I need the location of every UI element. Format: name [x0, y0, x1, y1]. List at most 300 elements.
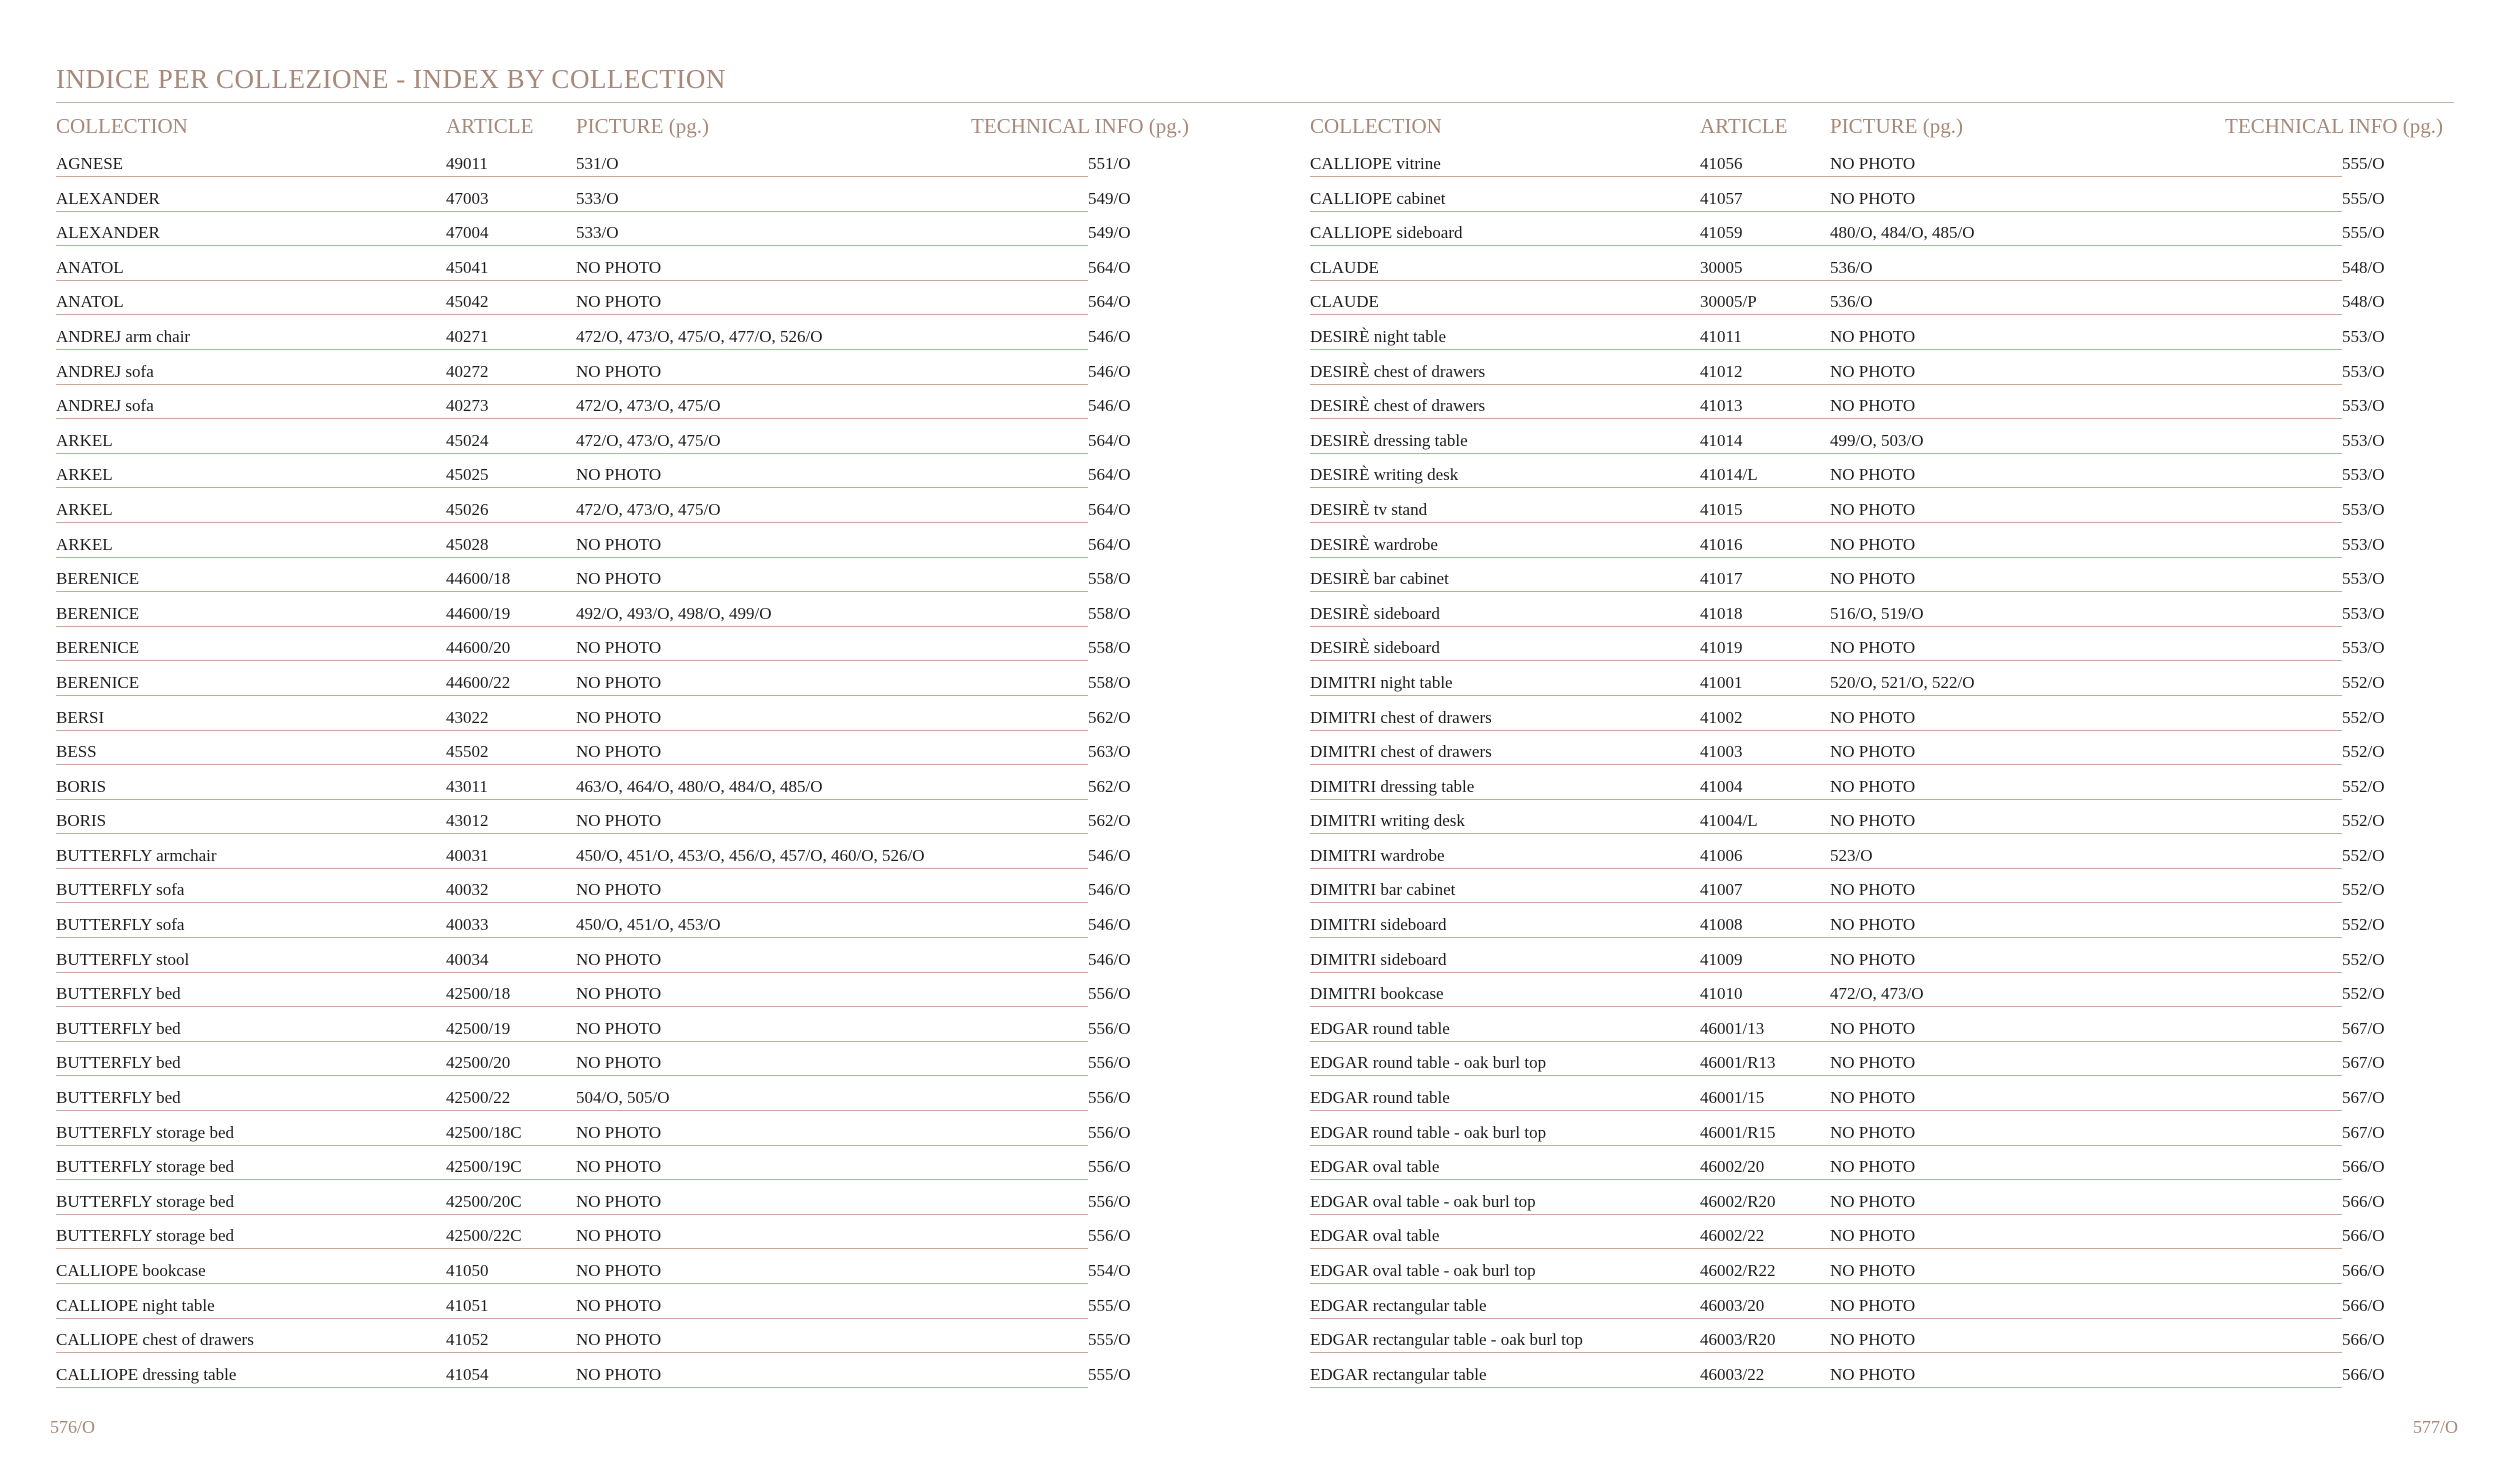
cell-collection: DESIRÈ writing desk — [1310, 463, 1700, 488]
cell-picture: 531/O — [576, 152, 1088, 177]
table-row — [56, 360, 1189, 395]
table-row — [1310, 567, 2443, 602]
cell-technical-info: 556/O — [1088, 1191, 1131, 1211]
cell-article: 42500/20C — [446, 1190, 576, 1215]
cell-article: 41056 — [1700, 152, 1830, 177]
cell-article: 41007 — [1700, 878, 1830, 903]
table-row — [1310, 290, 2443, 325]
cell-picture: NO PHOTO — [576, 1363, 1088, 1388]
cell-collection: EDGAR oval table - oak burl top — [1310, 1190, 1700, 1215]
table-row — [56, 1363, 1189, 1398]
cell-collection: BERENICE — [56, 567, 446, 592]
cell-picture: 523/O — [1830, 844, 2342, 869]
table-row — [56, 1328, 1189, 1363]
table-row — [1310, 913, 2443, 948]
cell-technical-info: 567/O — [2342, 1088, 2385, 1108]
table-row — [1310, 740, 2443, 775]
cell-technical-info: 552/O — [2342, 915, 2385, 935]
cell-collection: BERSI — [56, 706, 446, 731]
cell-article: 40272 — [446, 360, 576, 385]
cell-article: 42500/20 — [446, 1051, 576, 1076]
cell-collection: DIMITRI sideboard — [1310, 913, 1700, 938]
cell-technical-info: 558/O — [1088, 638, 1131, 658]
cell-technical-info: 566/O — [2342, 1191, 2385, 1211]
table-row — [56, 1086, 1189, 1121]
cell-article: 46003/22 — [1700, 1363, 1830, 1388]
cell-picture: 533/O — [576, 221, 1088, 246]
table-row — [1310, 325, 2443, 360]
table-row — [56, 1259, 1189, 1294]
table-row — [56, 1121, 1189, 1156]
table-row — [1310, 775, 2443, 810]
cell-technical-info: 555/O — [2342, 154, 2385, 173]
cell-article: 42500/18 — [446, 982, 576, 1007]
cell-technical-info: 552/O — [2342, 949, 2385, 969]
cell-technical-info: 556/O — [1088, 1018, 1131, 1038]
cell-technical-info: 555/O — [2342, 223, 2385, 243]
table-row — [1310, 948, 2443, 983]
table-row — [56, 1017, 1189, 1052]
cell-picture: NO PHOTO — [576, 1259, 1088, 1284]
cell-technical-info: 553/O — [2342, 396, 2385, 416]
cell-technical-info: 558/O — [1088, 672, 1131, 692]
cell-picture: NO PHOTO — [576, 809, 1088, 834]
page-number-left: 576/O — [50, 1417, 95, 1437]
cell-technical-info: 553/O — [2342, 430, 2385, 450]
table-row — [56, 256, 1189, 291]
cell-article: 44600/19 — [446, 602, 576, 627]
cell-article: 46003/R20 — [1700, 1328, 1830, 1353]
cell-article: 41010 — [1700, 982, 1830, 1007]
cell-collection: DIMITRI chest of drawers — [1310, 706, 1700, 731]
cell-article: 40034 — [446, 948, 576, 973]
cell-picture: 499/O, 503/O — [1830, 429, 2342, 454]
cell-picture: 472/O, 473/O, 475/O — [576, 429, 1088, 454]
cell-article: 42500/19 — [446, 1017, 576, 1042]
index-rows — [1310, 152, 2443, 1397]
cell-article: 40273 — [446, 394, 576, 419]
cell-article: 41014 — [1700, 429, 1830, 454]
cell-article: 41057 — [1700, 187, 1830, 212]
cell-picture: 492/O, 493/O, 498/O, 499/O — [576, 602, 1088, 627]
header-collection: COLLECTION — [56, 114, 188, 138]
table-row — [1310, 498, 2443, 533]
table-row — [56, 1051, 1189, 1086]
cell-technical-info: 556/O — [1088, 1053, 1131, 1073]
table-row — [56, 671, 1189, 706]
cell-collection: CALLIOPE cabinet — [1310, 187, 1700, 212]
cell-article: 30005 — [1700, 256, 1830, 281]
cell-technical-info: 562/O — [1088, 811, 1131, 831]
table-row — [1310, 1017, 2443, 1052]
cell-article: 46001/13 — [1700, 1017, 1830, 1042]
table-row — [1310, 602, 2443, 637]
cell-article: 40271 — [446, 325, 576, 350]
table-row — [56, 982, 1189, 1017]
cell-picture: 472/O, 473/O — [1830, 982, 2342, 1007]
cell-collection: BUTTERFLY bed — [56, 982, 446, 1007]
cell-technical-info: 562/O — [1088, 776, 1131, 796]
cell-picture: 472/O, 473/O, 475/O — [576, 498, 1088, 523]
table-row — [1310, 463, 2443, 498]
table-row — [1310, 982, 2443, 1017]
cell-collection: BERENICE — [56, 636, 446, 661]
cell-technical-info: 553/O — [2342, 465, 2385, 485]
cell-technical-info: 556/O — [1088, 984, 1131, 1004]
table-row — [1310, 533, 2443, 568]
cell-picture: 520/O, 521/O, 522/O — [1830, 671, 2342, 696]
cell-article: 41009 — [1700, 948, 1830, 973]
cell-technical-info: 564/O — [1088, 430, 1131, 450]
table-row — [56, 221, 1189, 256]
cell-technical-info: 566/O — [2342, 1261, 2385, 1280]
cell-collection: EDGAR round table — [1310, 1086, 1700, 1111]
cell-technical-info: 551/O — [1088, 154, 1131, 173]
table-row — [56, 809, 1189, 844]
cell-article: 41052 — [446, 1328, 576, 1353]
cell-picture: NO PHOTO — [1830, 1086, 2342, 1111]
table-row — [56, 1294, 1189, 1329]
cell-technical-info: 553/O — [2342, 499, 2385, 519]
cell-technical-info: 555/O — [2342, 188, 2385, 208]
table-row — [1310, 1294, 2443, 1329]
cell-technical-info: 552/O — [2342, 742, 2385, 762]
cell-collection: DESIRÈ sideboard — [1310, 636, 1700, 661]
cell-collection: EDGAR rectangular table — [1310, 1294, 1700, 1319]
index-rows — [56, 152, 1189, 1397]
cell-picture: NO PHOTO — [1830, 1328, 2342, 1353]
cell-picture: NO PHOTO — [576, 256, 1088, 281]
table-row — [1310, 671, 2443, 706]
cell-article: 45024 — [446, 429, 576, 454]
cell-picture: 504/O, 505/O — [576, 1086, 1088, 1111]
cell-collection: DESIRÈ bar cabinet — [1310, 567, 1700, 592]
table-row — [56, 913, 1189, 948]
cell-collection: CALLIOPE dressing table — [56, 1363, 446, 1388]
table-row — [1310, 360, 2443, 395]
cell-picture: NO PHOTO — [576, 706, 1088, 731]
cell-article: 46003/20 — [1700, 1294, 1830, 1319]
cell-picture: NO PHOTO — [576, 533, 1088, 558]
table-row — [56, 948, 1189, 983]
table-row — [1310, 1190, 2443, 1225]
cell-collection: EDGAR oval table - oak burl top — [1310, 1259, 1700, 1284]
cell-article: 45041 — [446, 256, 576, 281]
cell-picture: 536/O — [1830, 256, 2342, 281]
cell-technical-info: 554/O — [1088, 1261, 1131, 1280]
cell-technical-info: 549/O — [1088, 223, 1131, 243]
cell-technical-info: 552/O — [2342, 707, 2385, 727]
table-row — [56, 844, 1189, 879]
cell-picture: NO PHOTO — [1830, 1259, 2342, 1284]
cell-collection: BORIS — [56, 775, 446, 800]
cell-technical-info: 553/O — [2342, 534, 2385, 554]
cell-picture: NO PHOTO — [576, 671, 1088, 696]
cell-article: 46001/R13 — [1700, 1051, 1830, 1076]
cell-technical-info: 549/O — [1088, 188, 1131, 208]
cell-collection: BUTTERFLY bed — [56, 1017, 446, 1042]
cell-article: 47003 — [446, 187, 576, 212]
header-picture: PICTURE (pg.) — [1830, 114, 1963, 138]
cell-collection: ARKEL — [56, 533, 446, 558]
cell-technical-info: 567/O — [2342, 1122, 2385, 1142]
cell-technical-info: 564/O — [1088, 499, 1131, 519]
cell-technical-info: 553/O — [2342, 569, 2385, 589]
cell-article: 45028 — [446, 533, 576, 558]
column-headers — [1310, 114, 2443, 140]
cell-article: 42500/19C — [446, 1155, 576, 1180]
cell-article: 44600/22 — [446, 671, 576, 696]
cell-article: 40031 — [446, 844, 576, 869]
cell-picture: NO PHOTO — [1830, 1155, 2342, 1180]
cell-collection: DIMITRI wardrobe — [1310, 844, 1700, 869]
cell-collection: BUTTERFLY bed — [56, 1086, 446, 1111]
page-title: INDICE PER COLLEZIONE - INDEX BY COLLECTION — [56, 64, 726, 94]
cell-article: 45025 — [446, 463, 576, 488]
cell-collection: ANDREJ sofa — [56, 394, 446, 419]
cell-technical-info: 556/O — [1088, 1157, 1131, 1177]
cell-picture: NO PHOTO — [1830, 913, 2342, 938]
cell-collection: AGNESE — [56, 152, 446, 177]
table-row — [1310, 636, 2443, 671]
cell-article: 45042 — [446, 290, 576, 315]
cell-article: 46002/R22 — [1700, 1259, 1830, 1284]
table-row — [1310, 1224, 2443, 1259]
table-row — [1310, 1086, 2443, 1121]
cell-picture: NO PHOTO — [1830, 1190, 2342, 1215]
header-technical-info: TECHNICAL INFO (pg.) — [971, 114, 1189, 138]
cell-technical-info: 546/O — [1088, 361, 1131, 381]
cell-technical-info: 546/O — [1088, 326, 1131, 346]
page-number-right: 577/O — [2413, 1417, 2458, 1437]
cell-article: 41050 — [446, 1259, 576, 1284]
cell-technical-info: 553/O — [2342, 603, 2385, 623]
cell-picture: NO PHOTO — [576, 463, 1088, 488]
cell-collection: ANATOL — [56, 256, 446, 281]
cell-collection: BUTTERFLY bed — [56, 1051, 446, 1076]
cell-picture: 450/O, 451/O, 453/O, 456/O, 457/O, 460/O, 526/O — [576, 844, 1088, 869]
cell-collection: CALLIOPE chest of drawers — [56, 1328, 446, 1353]
cell-article: 41001 — [1700, 671, 1830, 696]
table-row — [1310, 1328, 2443, 1363]
cell-collection: CALLIOPE night table — [56, 1294, 446, 1319]
cell-article: 45502 — [446, 740, 576, 765]
cell-technical-info: 553/O — [2342, 326, 2385, 346]
cell-technical-info: 566/O — [2342, 1364, 2385, 1384]
cell-collection: CLAUDE — [1310, 256, 1700, 281]
table-row — [56, 429, 1189, 464]
cell-picture: 450/O, 451/O, 453/O — [576, 913, 1088, 938]
table-row — [1310, 878, 2443, 913]
cell-technical-info: 548/O — [2342, 257, 2385, 277]
cell-collection: DIMITRI chest of drawers — [1310, 740, 1700, 765]
table-row — [1310, 152, 2443, 187]
header-collection: COLLECTION — [1310, 114, 1442, 138]
cell-collection: DESIRÈ chest of drawers — [1310, 394, 1700, 419]
cell-technical-info: 556/O — [1088, 1088, 1131, 1108]
cell-collection: DESIRÈ night table — [1310, 325, 1700, 350]
cell-technical-info: 564/O — [1088, 292, 1131, 312]
cell-collection: BERENICE — [56, 602, 446, 627]
cell-article: 41014/L — [1700, 463, 1830, 488]
cell-collection: EDGAR round table — [1310, 1017, 1700, 1042]
table-row — [1310, 1121, 2443, 1156]
cell-collection: BORIS — [56, 809, 446, 834]
cell-picture: NO PHOTO — [1830, 878, 2342, 903]
cell-collection: CALLIOPE vitrine — [1310, 152, 1700, 177]
cell-article: 41004/L — [1700, 809, 1830, 834]
cell-picture: NO PHOTO — [1830, 1017, 2342, 1042]
cell-article: 46002/22 — [1700, 1224, 1830, 1249]
title-divider — [56, 102, 2454, 103]
cell-picture: NO PHOTO — [1830, 1224, 2342, 1249]
cell-collection: DESIRÈ dressing table — [1310, 429, 1700, 454]
cell-picture: NO PHOTO — [1830, 325, 2342, 350]
cell-article: 41008 — [1700, 913, 1830, 938]
cell-collection: BUTTERFLY storage bed — [56, 1155, 446, 1180]
cell-technical-info: 566/O — [2342, 1330, 2385, 1350]
table-row — [1310, 187, 2443, 222]
cell-technical-info: 567/O — [2342, 1018, 2385, 1038]
cell-collection: DIMITRI writing desk — [1310, 809, 1700, 834]
table-row — [1310, 256, 2443, 291]
cell-collection: ANDREJ sofa — [56, 360, 446, 385]
table-row — [1310, 706, 2443, 741]
cell-collection: DESIRÈ wardrobe — [1310, 533, 1700, 558]
index-column-right — [1310, 114, 2443, 1397]
cell-technical-info: 546/O — [1088, 396, 1131, 416]
cell-technical-info: 555/O — [1088, 1330, 1131, 1350]
cell-picture: NO PHOTO — [576, 948, 1088, 973]
cell-picture: NO PHOTO — [1830, 1051, 2342, 1076]
cell-picture: NO PHOTO — [576, 740, 1088, 765]
table-row — [56, 187, 1189, 222]
cell-article: 44600/18 — [446, 567, 576, 592]
cell-picture: NO PHOTO — [1830, 740, 2342, 765]
cell-technical-info: 546/O — [1088, 845, 1131, 865]
table-row — [1310, 1155, 2443, 1190]
table-row — [56, 152, 1189, 187]
cell-collection: CLAUDE — [1310, 290, 1700, 315]
table-row — [56, 290, 1189, 325]
cell-picture: 533/O — [576, 187, 1088, 212]
cell-article: 41004 — [1700, 775, 1830, 800]
cell-collection: DIMITRI dressing table — [1310, 775, 1700, 800]
cell-article: 41011 — [1700, 325, 1830, 350]
cell-technical-info: 546/O — [1088, 880, 1131, 900]
table-row — [56, 533, 1189, 568]
cell-collection: DESIRÈ tv stand — [1310, 498, 1700, 523]
cell-technical-info: 556/O — [1088, 1226, 1131, 1246]
cell-picture: NO PHOTO — [576, 1121, 1088, 1146]
cell-picture: NO PHOTO — [1830, 948, 2342, 973]
cell-picture: NO PHOTO — [1830, 152, 2342, 177]
cell-picture: 472/O, 473/O, 475/O — [576, 394, 1088, 419]
table-row — [56, 1224, 1189, 1259]
cell-collection: ALEXANDER — [56, 187, 446, 212]
cell-picture: NO PHOTO — [576, 982, 1088, 1007]
cell-picture: NO PHOTO — [576, 1051, 1088, 1076]
cell-collection: EDGAR rectangular table — [1310, 1363, 1700, 1388]
cell-technical-info: 564/O — [1088, 534, 1131, 554]
cell-technical-info: 552/O — [2342, 811, 2385, 831]
table-row — [56, 498, 1189, 533]
table-row — [1310, 844, 2443, 879]
cell-article: 43011 — [446, 775, 576, 800]
cell-article: 41051 — [446, 1294, 576, 1319]
cell-technical-info: 567/O — [2342, 1053, 2385, 1073]
cell-article: 43012 — [446, 809, 576, 834]
cell-collection: ARKEL — [56, 498, 446, 523]
cell-picture: NO PHOTO — [576, 290, 1088, 315]
cell-collection: BUTTERFLY storage bed — [56, 1190, 446, 1215]
table-row — [1310, 1051, 2443, 1086]
cell-technical-info: 546/O — [1088, 915, 1131, 935]
cell-collection: EDGAR rectangular table - oak burl top — [1310, 1328, 1700, 1353]
cell-technical-info: 552/O — [2342, 776, 2385, 796]
cell-picture: NO PHOTO — [576, 1294, 1088, 1319]
cell-picture: NO PHOTO — [1830, 187, 2342, 212]
cell-picture: NO PHOTO — [1830, 1294, 2342, 1319]
table-row — [56, 1190, 1189, 1225]
cell-picture: NO PHOTO — [1830, 775, 2342, 800]
table-row — [56, 1155, 1189, 1190]
cell-collection: DIMITRI sideboard — [1310, 948, 1700, 973]
cell-picture: 516/O, 519/O — [1830, 602, 2342, 627]
cell-article: 41013 — [1700, 394, 1830, 419]
header-article: ARTICLE — [446, 114, 534, 138]
cell-picture: NO PHOTO — [1830, 567, 2342, 592]
table-row — [56, 325, 1189, 360]
cell-collection: BUTTERFLY stool — [56, 948, 446, 973]
table-row — [56, 602, 1189, 637]
cell-technical-info: 555/O — [1088, 1295, 1131, 1315]
cell-technical-info: 564/O — [1088, 257, 1131, 277]
cell-technical-info: 556/O — [1088, 1122, 1131, 1142]
cell-technical-info: 548/O — [2342, 292, 2385, 312]
index-column-left — [56, 114, 1189, 1397]
cell-article: 41003 — [1700, 740, 1830, 765]
cell-collection: CALLIOPE bookcase — [56, 1259, 446, 1284]
table-row — [56, 394, 1189, 429]
cell-picture: NO PHOTO — [1830, 636, 2342, 661]
cell-article: 40032 — [446, 878, 576, 903]
cell-collection: ALEXANDER — [56, 221, 446, 246]
cell-technical-info: 552/O — [2342, 880, 2385, 900]
cell-article: 44600/20 — [446, 636, 576, 661]
cell-collection: BESS — [56, 740, 446, 765]
table-row — [1310, 221, 2443, 256]
cell-collection: CALLIOPE sideboard — [1310, 221, 1700, 246]
table-row — [56, 740, 1189, 775]
cell-collection: ANDREJ arm chair — [56, 325, 446, 350]
cell-technical-info: 558/O — [1088, 603, 1131, 623]
table-row — [1310, 394, 2443, 429]
cell-article: 42500/22C — [446, 1224, 576, 1249]
table-row — [56, 878, 1189, 913]
cell-picture: NO PHOTO — [576, 636, 1088, 661]
cell-technical-info: 552/O — [2342, 845, 2385, 865]
cell-collection: BUTTERFLY storage bed — [56, 1121, 446, 1146]
cell-article: 46001/15 — [1700, 1086, 1830, 1111]
cell-technical-info: 564/O — [1088, 465, 1131, 485]
cell-article: 46002/R20 — [1700, 1190, 1830, 1215]
cell-picture: NO PHOTO — [576, 1190, 1088, 1215]
cell-collection: EDGAR round table - oak burl top — [1310, 1121, 1700, 1146]
cell-technical-info: 566/O — [2342, 1295, 2385, 1315]
cell-article: 46002/20 — [1700, 1155, 1830, 1180]
cell-technical-info: 553/O — [2342, 638, 2385, 658]
